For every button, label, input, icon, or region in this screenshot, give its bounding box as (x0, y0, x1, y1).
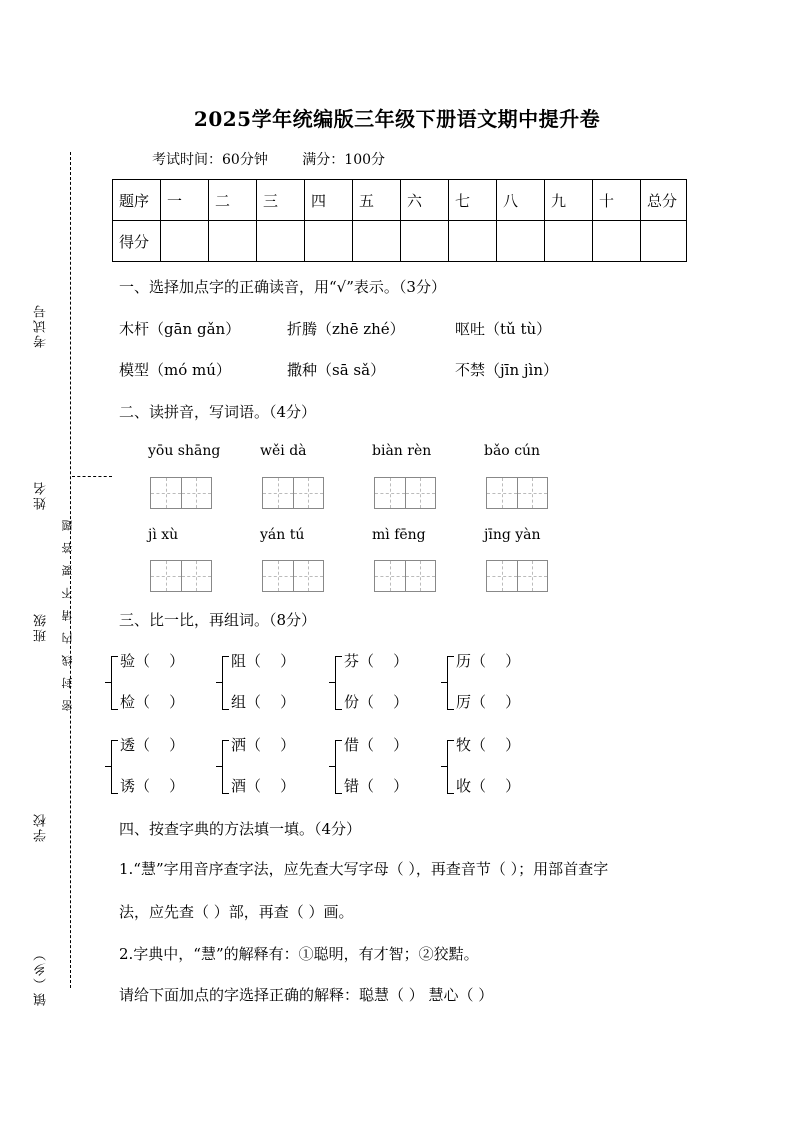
compare-pair (111, 738, 201, 794)
q1-word: 折腾 (287, 320, 318, 338)
compare-pair (222, 654, 312, 710)
q1-item (287, 359, 385, 380)
q1-item (287, 318, 405, 339)
compare-top[interactable]: 透（ ） (120, 736, 185, 754)
compare-bottom[interactable]: 检（ ） (120, 693, 185, 711)
binding-line-upper (72, 476, 112, 477)
writing-grid[interactable] (486, 477, 548, 509)
pinyin-label: jīng yàn (484, 527, 541, 543)
compare-top[interactable]: 洒（ ） (231, 736, 296, 754)
score-header-cell: 二 (209, 180, 257, 221)
q3-title: 三、比一比，再组词。（8分） (119, 611, 317, 629)
writing-grid[interactable] (262, 560, 324, 592)
exam-time: 考试时间：60分钟 (152, 152, 268, 168)
exam-number-label: 考试号 (34, 303, 49, 348)
score-cell[interactable] (305, 221, 353, 262)
compare-top[interactable]: 验（ ） (120, 652, 185, 670)
score-header-cell: 总分 (641, 180, 687, 221)
score-row-label: 得分 (113, 221, 161, 262)
q1-word: 不禁 (455, 361, 486, 379)
q1-word: 模型 (119, 361, 150, 379)
compare-bottom[interactable]: 诱（ ） (120, 777, 185, 795)
brace-icon (447, 656, 454, 710)
score-cell[interactable] (401, 221, 449, 262)
score-table (112, 179, 687, 262)
score-header-cell: 题序 (113, 180, 161, 221)
q2-title: 二、读拼音，写词语。（4分） (119, 403, 317, 421)
writing-grid[interactable] (150, 477, 212, 509)
brace-icon (111, 740, 118, 794)
compare-pair (447, 738, 537, 794)
compare-top[interactable]: 借（ ） (344, 736, 409, 754)
pinyin-label: jì xù (148, 527, 179, 543)
score-table-score-row (113, 221, 687, 262)
brace-icon (222, 740, 229, 794)
q1-item (119, 318, 240, 339)
exam-info (152, 149, 415, 169)
compare-bottom[interactable]: 错（ ） (344, 777, 409, 795)
q1-item (455, 359, 558, 380)
q1-options[interactable]: （jīn jìn） (485, 361, 559, 379)
compare-pair (222, 738, 312, 794)
q1-item (455, 318, 551, 339)
q4-line: 2.字典中，“慧”的解释有：①聪明，有才智；②狡黠。 (119, 945, 479, 963)
brace-icon (111, 656, 118, 710)
score-cell[interactable] (641, 221, 687, 262)
writing-grid[interactable] (262, 477, 324, 509)
compare-pair (335, 654, 425, 710)
score-header-cell: 十 (593, 180, 641, 221)
q1-word: 呕吐 (455, 320, 486, 338)
score-header-cell: 三 (257, 180, 305, 221)
score-header-cell: 一 (161, 180, 209, 221)
q4-title: 四、按查字典的方法填一填。（4分） (119, 820, 362, 838)
score-cell[interactable] (209, 221, 257, 262)
score-cell[interactable] (545, 221, 593, 262)
compare-top[interactable]: 阻（ ） (231, 652, 296, 670)
compare-bottom[interactable]: 厉（ ） (456, 693, 521, 711)
brace-icon (222, 656, 229, 710)
q1-word: 木杆 (119, 320, 150, 338)
score-cell[interactable] (593, 221, 641, 262)
pinyin-label: yán tú (260, 527, 305, 543)
exam-full-score: 满分：100分 (302, 152, 386, 168)
score-header-cell: 五 (353, 180, 401, 221)
town-label: 镇（乡） (34, 946, 49, 1006)
score-cell[interactable] (257, 221, 305, 262)
compare-top[interactable]: 历（ ） (456, 652, 521, 670)
pinyin-label: bǎo cún (484, 443, 541, 459)
writing-grid[interactable] (486, 560, 548, 592)
score-cell[interactable] (449, 221, 497, 262)
school-label: 学校 (34, 812, 49, 842)
q1-options[interactable]: （sā sǎ） (317, 361, 386, 379)
brace-icon (447, 740, 454, 794)
writing-grid[interactable] (374, 477, 436, 509)
compare-bottom[interactable]: 组（ ） (231, 693, 296, 711)
compare-bottom[interactable]: 份（ ） (344, 693, 409, 711)
pinyin-label: biàn rèn (372, 443, 432, 459)
score-header-cell: 六 (401, 180, 449, 221)
compare-top[interactable]: 牧（ ） (456, 736, 521, 754)
brace-icon (335, 740, 342, 794)
score-header-cell: 七 (449, 180, 497, 221)
score-cell[interactable] (353, 221, 401, 262)
class-label: 班级 (34, 612, 49, 642)
compare-pair (447, 654, 537, 710)
compare-pair (111, 654, 201, 710)
q1-options[interactable]: （zhē zhé） (317, 320, 405, 338)
writing-grid[interactable] (150, 560, 212, 592)
q4-line: 1.“慧”字用音序查字法，应先查大写字母（ ），再查音节（ ）；用部首查字 (119, 860, 609, 878)
score-header-cell: 四 (305, 180, 353, 221)
writing-grid[interactable] (374, 560, 436, 592)
q4-line: 请给下面加点的字选择正确的解释：聪慧（ ） 慧心（ ） (119, 986, 494, 1004)
score-table-header-row (113, 180, 687, 221)
compare-top[interactable]: 芬（ ） (344, 652, 409, 670)
name-label: 姓名 (34, 480, 49, 510)
seal-note: 密 封 线 内 请 不 要 答 题 (61, 516, 74, 711)
compare-bottom[interactable]: 酒（ ） (231, 777, 296, 795)
score-header-cell: 九 (545, 180, 593, 221)
q4-line: 法，应先查（ ）部，再查（ ）画。 (119, 903, 354, 921)
q1-word: 撒种 (287, 361, 318, 379)
q1-options[interactable]: （tǔ tù） (485, 320, 552, 338)
score-cell[interactable] (497, 221, 545, 262)
q1-item (119, 359, 231, 380)
pinyin-label: yōu shāng (148, 443, 221, 459)
q1-options[interactable]: （gān gǎn） (149, 320, 241, 338)
pinyin-label: mì fēng (372, 527, 426, 543)
pinyin-label: wěi dà (260, 443, 307, 459)
score-cell[interactable] (161, 221, 209, 262)
score-header-cell: 八 (497, 180, 545, 221)
q1-title: 一、选择加点字的正确读音，用“√”表示。（3分） (119, 278, 446, 296)
compare-bottom[interactable]: 收（ ） (456, 777, 521, 795)
brace-icon (335, 656, 342, 710)
page-title: 2025学年统编版三年级下册语文期中提升卷 (193, 107, 601, 131)
q1-options[interactable]: （mó mú） (149, 361, 231, 379)
compare-pair (335, 738, 425, 794)
